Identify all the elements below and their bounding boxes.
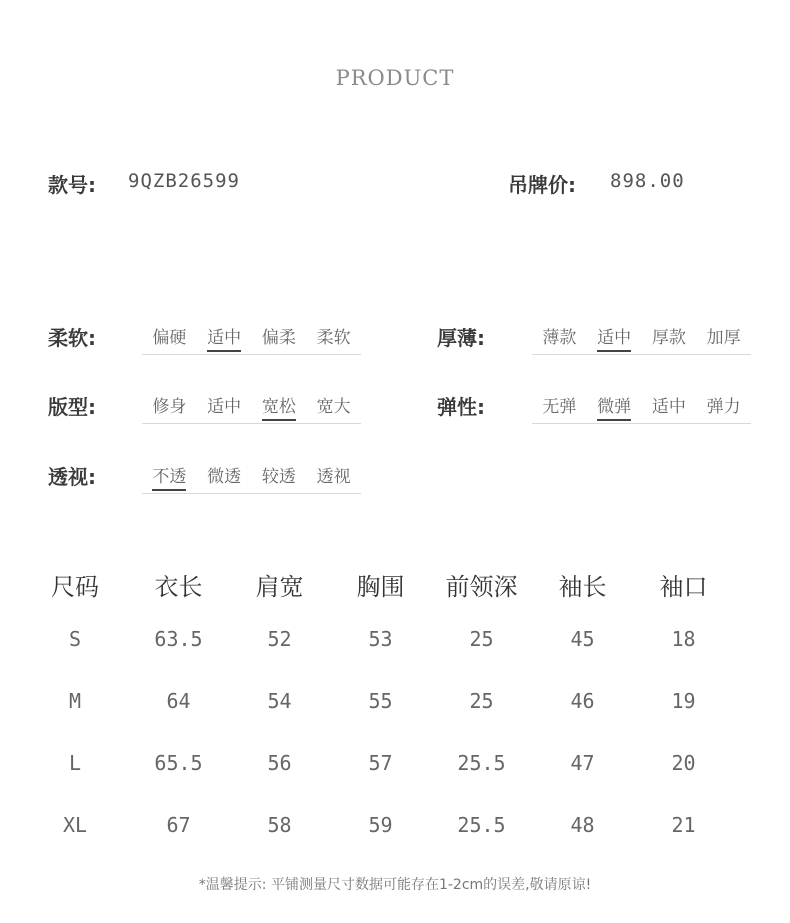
softness-option: 偏柔 [261,328,296,348]
header-cell: 衣长 [154,572,203,601]
table-cell: 59 [368,813,393,837]
thickness-label: 厚薄: [437,326,485,350]
table-row [22,732,768,794]
header-cell: 尺码 [51,572,99,601]
table-cell: 19 [671,689,696,713]
header-cell: 前领深 [445,572,518,601]
table-cell: 46 [570,689,595,713]
size-table [22,560,768,856]
table-cell: 57 [368,751,393,775]
thickness-option: 加厚 [706,328,741,348]
transparency-option: 微透 [207,467,242,487]
page-title: PRODUCT [335,66,455,90]
table-cell: 55 [368,689,393,713]
table-cell: 54 [267,689,292,713]
style-number-label: 款号: [48,173,96,197]
fit-option: 修身 [152,397,187,417]
transparency-option: 较透 [261,467,296,487]
table-row [22,608,768,670]
table-cell: S [68,627,82,651]
transparency-option: 不透 [142,462,197,491]
table-cell: 64 [166,689,191,713]
softness-scale [142,323,361,355]
softness-option: 柔软 [316,328,351,348]
table-cell: 18 [671,627,696,651]
elasticity-option: 弹力 [706,397,741,417]
table-cell: 67 [166,813,191,837]
elasticity-scale [532,392,751,424]
thickness-option: 厚款 [651,328,686,348]
table-cell: L [68,751,82,775]
table-cell: M [68,689,82,713]
elasticity-label: 弹性: [437,395,485,419]
fit-option: 适中 [207,397,242,417]
table-cell: 65.5 [154,751,203,775]
table-cell: 45 [570,627,595,651]
table-cell: 52 [267,627,292,651]
elasticity-option: 微弹 [587,392,642,421]
transparency-scale [142,462,361,494]
header-cell: 袖口 [659,572,708,601]
elasticity-option: 适中 [651,397,686,417]
table-row [22,670,768,732]
table-cell: XL [62,813,88,837]
header-cell: 肩宽 [255,572,304,601]
header-cell: 袖长 [558,572,607,601]
table-cell: 48 [570,813,595,837]
fit-label: 版型: [48,395,96,419]
table-cell: 21 [671,813,696,837]
softness-label: 柔软: [48,326,96,350]
table-cell: 20 [671,751,696,775]
transparency-label: 透视: [48,465,96,489]
table-cell: 63.5 [154,627,203,651]
table-cell: 25.5 [457,813,506,837]
transparency-option: 透视 [316,467,351,487]
table-row [22,794,768,856]
thickness-option: 薄款 [542,328,577,348]
elasticity-option: 无弹 [542,397,577,417]
tag-price-value: 898.00 [610,170,685,192]
table-cell: 25.5 [457,751,506,775]
table-cell: 56 [267,751,292,775]
softness-option: 偏硬 [152,328,187,348]
table-cell: 58 [267,813,292,837]
size-table-header [22,560,768,608]
table-cell: 53 [368,627,393,651]
tag-price-label: 吊牌价: [508,173,576,197]
measurement-note: *温馨提示: 平铺测量尺寸数据可能存在1-2cm的误差,敬请原谅! [198,877,592,893]
table-cell: 25 [469,689,494,713]
thickness-option: 适中 [587,323,642,352]
header-cell: 胸围 [356,572,405,601]
softness-option: 适中 [197,323,252,352]
fit-option: 宽松 [252,392,307,421]
fit-scale [142,392,361,424]
table-cell: 47 [570,751,595,775]
fit-option: 宽大 [316,397,351,417]
style-number-value: 9QZB26599 [128,170,240,192]
table-cell: 25 [469,627,494,651]
thickness-scale [532,323,751,355]
